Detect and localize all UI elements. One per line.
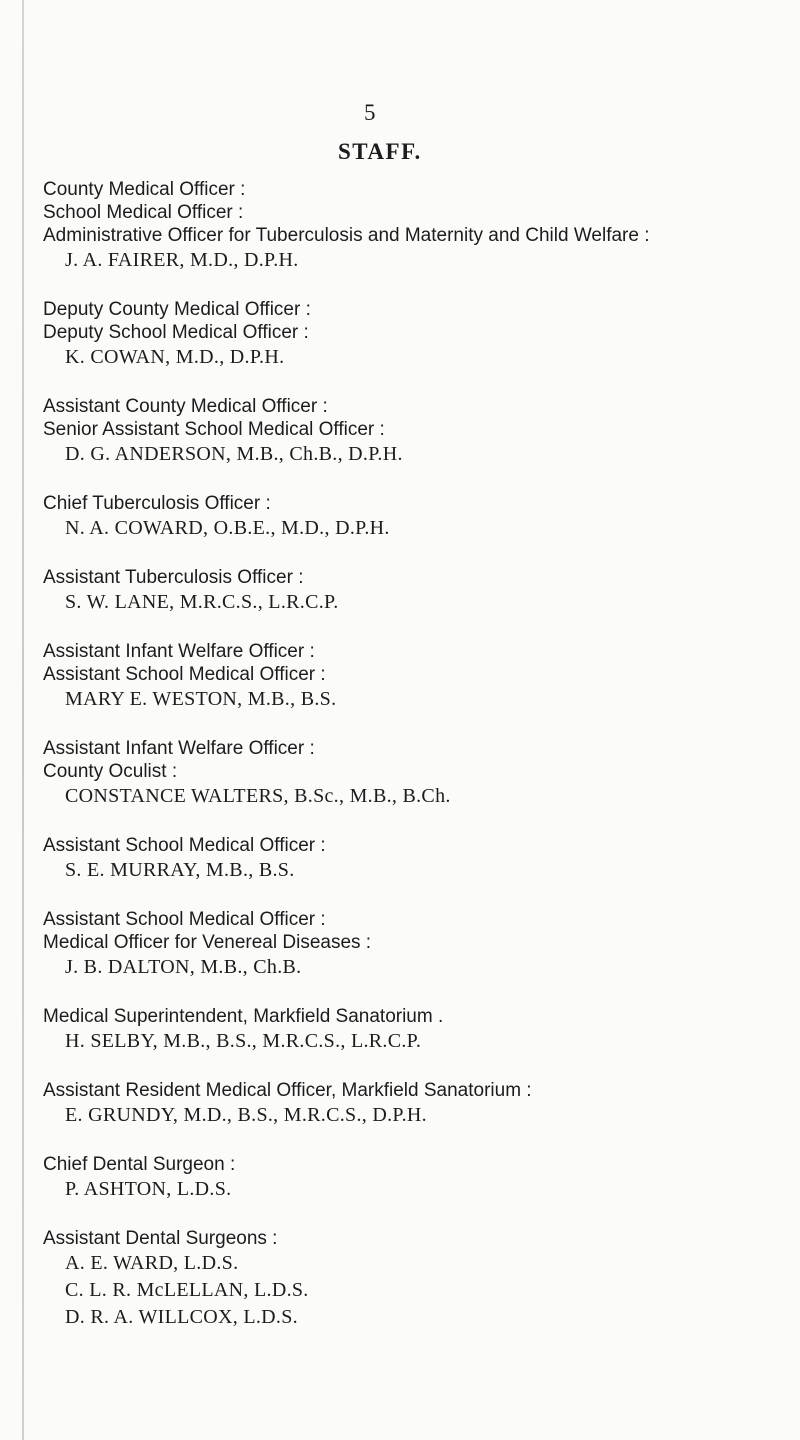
staff-list [43, 178, 800, 1355]
staff-role: Chief Tuberculosis Officer : [43, 493, 271, 514]
staff-name: C. L. R. McLELLAN, L.D.S. [65, 1279, 309, 1301]
staff-name: K. COWAN, M.D., D.P.H. [65, 346, 285, 368]
staff-entry [43, 1079, 800, 1129]
page-number: 5 [364, 100, 376, 125]
staff-entry [43, 298, 800, 371]
staff-role: Assistant Dental Surgeons : [43, 1228, 278, 1249]
binding-margin-line [22, 0, 24, 1440]
staff-role: Medical Superintendent, Markfield Sanatorium . [43, 1006, 444, 1027]
staff-name: D. G. ANDERSON, M.B., Ch.B., D.P.H. [65, 443, 403, 465]
staff-name: J. B. DALTON, M.B., Ch.B. [65, 956, 302, 978]
staff-role: County Medical Officer : [43, 179, 246, 200]
staff-role: Senior Assistant School Medical Officer : [43, 419, 385, 440]
staff-role: Assistant County Medical Officer : [43, 396, 328, 417]
staff-role: Assistant Resident Medical Officer, Markfield Sanatorium : [43, 1080, 532, 1101]
staff-name: J. A. FAIRER, M.D., D.P.H. [65, 249, 299, 271]
staff-name: CONSTANCE WALTERS, B.Sc., M.B., B.Ch. [65, 785, 451, 807]
staff-entry [43, 566, 800, 616]
staff-role: Assistant Tuberculosis Officer : [43, 567, 304, 588]
staff-entry [43, 492, 800, 542]
staff-entry [43, 1227, 800, 1331]
staff-role: Assistant Infant Welfare Officer : [43, 738, 315, 759]
staff-role: Chief Dental Surgeon : [43, 1154, 236, 1175]
staff-name: N. A. COWARD, O.B.E., M.D., D.P.H. [65, 517, 390, 539]
page-title: STAFF. [338, 139, 422, 164]
staff-name: S. W. LANE, M.R.C.S., L.R.C.P. [65, 591, 339, 613]
staff-role: Deputy School Medical Officer : [43, 322, 309, 343]
staff-entry [43, 640, 800, 713]
staff-role: Deputy County Medical Officer : [43, 299, 311, 320]
staff-entry [43, 395, 800, 468]
staff-name: D. R. A. WILLCOX, L.D.S. [65, 1306, 298, 1328]
staff-entry [43, 1005, 800, 1055]
staff-entry [43, 178, 800, 274]
staff-role: Assistant School Medical Officer : [43, 909, 326, 930]
staff-name: MARY E. WESTON, M.B., B.S. [65, 688, 337, 710]
staff-name: H. SELBY, M.B., B.S., M.R.C.S., L.R.C.P. [65, 1030, 422, 1052]
staff-name: S. E. MURRAY, M.B., B.S. [65, 859, 295, 881]
staff-name: E. GRUNDY, M.D., B.S., M.R.C.S., D.P.H. [65, 1104, 427, 1126]
staff-role: Assistant School Medical Officer : [43, 835, 326, 856]
staff-entry [43, 737, 800, 810]
staff-name: P. ASHTON, L.D.S. [65, 1178, 232, 1200]
staff-entry [43, 834, 800, 884]
staff-entry [43, 1153, 800, 1203]
staff-role: Administrative Officer for Tuberculosis and Maternity and Child Welfare : [43, 225, 650, 246]
staff-name: A. E. WARD, L.D.S. [65, 1252, 239, 1274]
staff-entry [43, 908, 800, 981]
staff-role: Assistant Infant Welfare Officer : [43, 641, 315, 662]
staff-role: Medical Officer for Venereal Diseases : [43, 932, 372, 953]
staff-role: Assistant School Medical Officer : [43, 664, 326, 685]
staff-role: School Medical Officer : [43, 202, 244, 223]
staff-role: County Oculist : [43, 761, 178, 782]
